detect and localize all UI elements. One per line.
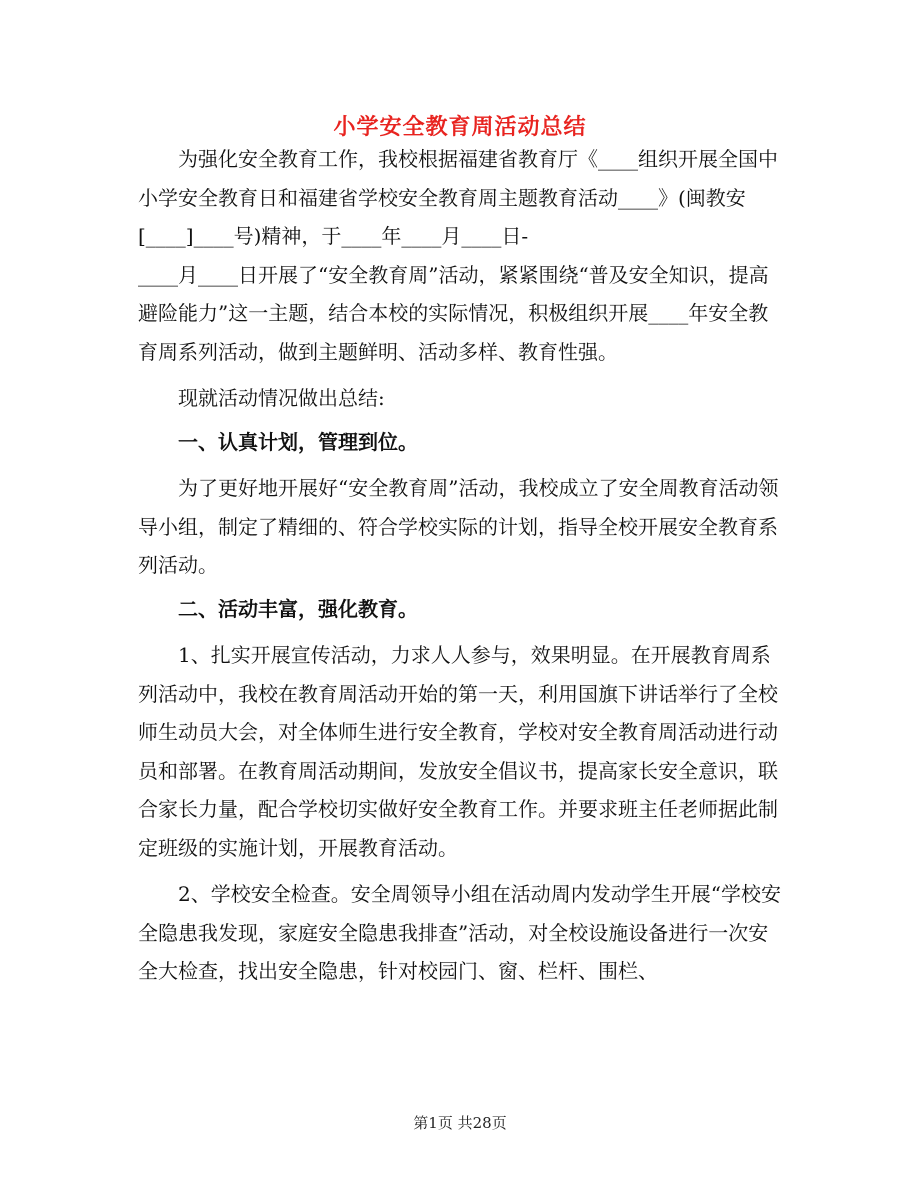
section-heading-1: 一、认真计划，管理到位。 [178, 429, 418, 454]
page-number-footer: 第1页 共28页 [413, 1114, 507, 1132]
paragraph-item-1: 1、扎实开展宣传活动，力求人人参与，效果明显。在开展教育周系列活动中，我校在教育周活动开始的第一天，利用国旗下讲话举行了全校师生动员大会，对全体师生进行安全教育，学校对安全教育周活动进行动员和部署。在教育周活动期间，发放安全倡议书，提高家长安全意识，联合家长力量，配合学校切实做好安全教育工作。并要求班主任老师据此制定班级的实施计划，开展教育活动。 [138, 643, 778, 860]
paragraph-summary-lead: 现就活动情况做出总结: [178, 386, 385, 410]
paragraph-intro-continued: ____月____日开展了“安全教育周”活动，紧紧围绕“普及安全知识，提高避险能力”这一主题，结合本校的实际情况，积极组织开展____年安全教育周系列活动，做到主题鲜明、活动多样、教育性强。 [138, 262, 769, 364]
section-heading-2: 二、活动丰富，强化教育。 [178, 596, 418, 621]
paragraph-item-2: 2、学校安全检查。安全周领导小组在活动周内发动学生开展“学校安全隐患我发现，家庭安全隐患我排查”活动，对全校设施设备进行一次安全大检查，找出安全隐患，针对校园门、窗、栏杆、围栏、 [138, 882, 781, 983]
document-body [138, 140, 788, 991]
paragraph-section-1: 为了更好地开展好“安全教育周”活动，我校成立了安全周教育活动领导小组，制定了精细的、符合学校实际的计划，指导全校开展安全教育系列活动。 [138, 476, 779, 577]
document-title: 小学安全教育周活动总结 [333, 114, 587, 140]
paragraph-intro: 为强化安全教育工作，我校根据福建省教育厅《____组织开展全国中小学安全教育日和福建省学校安全教育周主题教育活动____》(闽教安[____]____号)精神，于____年____月____日- [138, 147, 778, 248]
